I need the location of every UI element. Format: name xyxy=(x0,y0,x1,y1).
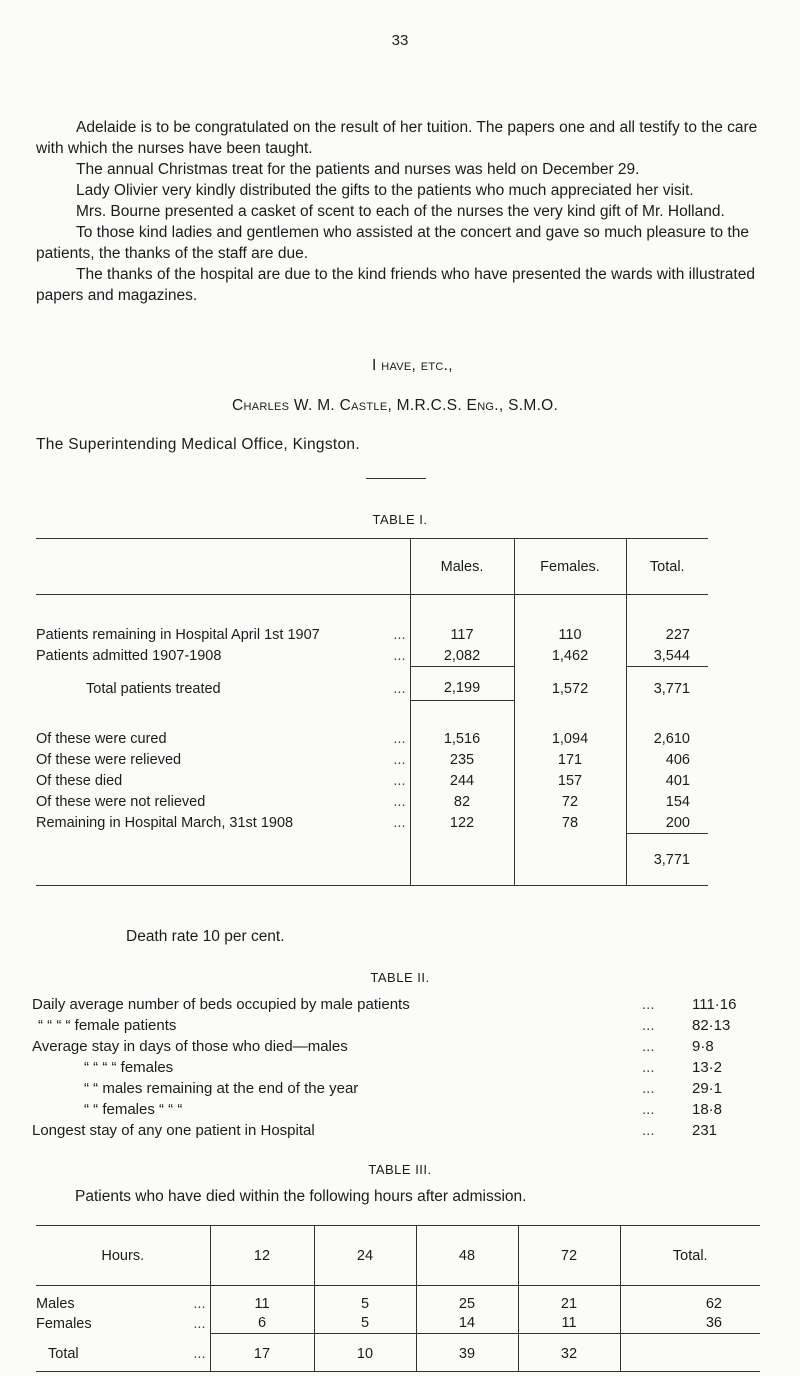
page-number: 33 xyxy=(391,32,409,49)
list-item: “ “ females “ “ “ ... 18·8 xyxy=(84,1101,723,1118)
table-row: Of these were not relieved ... 82 72 154 xyxy=(36,792,708,813)
table-row: Patients remaining in Hospital April 1st 1907 ... 117 110 227 xyxy=(36,625,708,646)
paragraph: The annual Christmas treat for the patients and nurses was held on December 29. xyxy=(76,161,640,178)
paragraph: Mrs. Bourne presented a casket of scent to each of the nurses the very kind gift of Mr. Holland. xyxy=(76,203,725,220)
table-header-row xyxy=(36,1226,760,1286)
list-item: Longest stay of any one patient in Hospital ... 231 xyxy=(32,1122,718,1139)
table-row: Patients admitted 1907-1908 ... 2,082 1,462 3,544 xyxy=(36,646,708,667)
closing-line: I have, etc., xyxy=(372,357,453,374)
addressee: The Superintending Medical Office, Kingston. xyxy=(36,436,360,453)
list-item: Average stay in days of those who died—males ... 9·8 xyxy=(32,1038,714,1055)
column-header: Hours. xyxy=(101,1247,145,1264)
column-header: Total. xyxy=(626,539,708,595)
table-row: Of these were cured ... 1,516 1,094 2,610 xyxy=(36,729,708,750)
column-header: 72 xyxy=(518,1226,620,1286)
signature: Charles W. M. Castle, M.R.C.S. Eng., S.M.O. xyxy=(232,397,559,414)
divider xyxy=(366,478,426,479)
table3-subtitle: Patients who have died within the following hours after admission. xyxy=(75,1188,527,1205)
table1 xyxy=(36,538,708,886)
death-rate: Death rate 10 per cent. xyxy=(126,928,285,945)
table-row: Total ... 17 10 39 32 xyxy=(36,1342,760,1366)
table-row: Females ... 6 5 14 11 36 xyxy=(36,1314,760,1334)
list-item: Daily average number of beds occupied by male patients ... 111·16 xyxy=(32,996,737,1013)
grand-total-row: 3,771 xyxy=(36,834,708,886)
paragraph: Lady Olivier very kindly distributed the gifts to the patients who much appreciated her visit. xyxy=(76,182,694,199)
table-row: Of these died ... 244 157 401 xyxy=(36,771,708,792)
table2-caption: TABLE II. xyxy=(370,970,430,985)
body-text xyxy=(36,117,761,306)
table-row: Remaining in Hospital March, 31st 1908 ... 122 78 200 xyxy=(36,813,708,834)
column-header: Total. xyxy=(620,1226,760,1286)
paragraph: The thanks of the hospital are due to the kind friends who have presented the wards with illustrated papers and magazines. xyxy=(36,266,755,304)
column-header: 12 xyxy=(210,1226,314,1286)
table-row: Males ... 11 5 25 21 62 xyxy=(36,1294,760,1314)
paragraph: Adelaide is to be congratulated on the result of her tuition. The papers one and all testify to the care with which the nurses have been taught. xyxy=(36,119,758,157)
table-header-row xyxy=(36,539,708,595)
paragraph: To those kind ladies and gentlemen who assisted at the concert and gave so much pleasure to the patients, the thanks of the staff are due. xyxy=(36,224,749,262)
list-item: “ “ “ “ females ... 13·2 xyxy=(84,1059,723,1076)
table1-caption: TABLE I. xyxy=(372,512,428,527)
column-header: 48 xyxy=(416,1226,518,1286)
table3 xyxy=(36,1225,760,1372)
table3-caption: TABLE III. xyxy=(368,1162,432,1177)
table-row: Total patients treated ... 2,199 1,572 3,771 xyxy=(36,677,708,701)
list-item: “ “ “ “ female patients ... 82·13 xyxy=(38,1017,731,1034)
column-header: 24 xyxy=(314,1226,416,1286)
table-row: Of these were relieved ... 235 171 406 xyxy=(36,750,708,771)
column-header: Males. xyxy=(410,539,514,595)
list-item: “ “ males remaining at the end of the year ... 29·1 xyxy=(84,1080,723,1097)
column-header: Females. xyxy=(514,539,626,595)
